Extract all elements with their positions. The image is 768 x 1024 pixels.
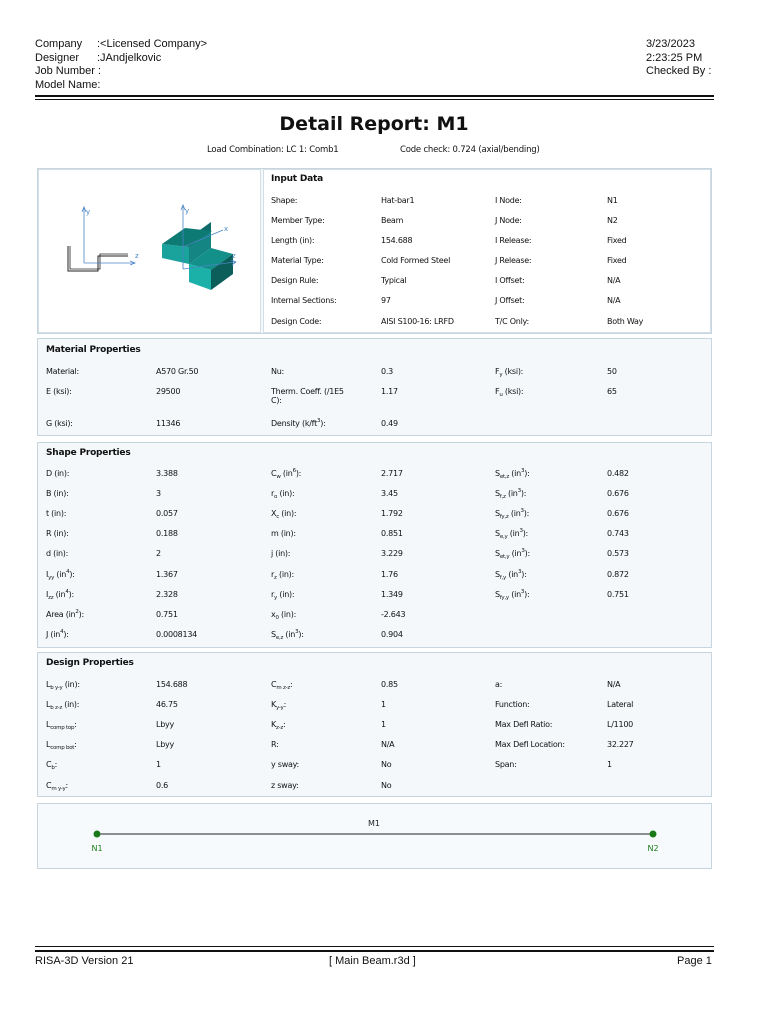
shape-prop-c3-r2-label-subscript: f,z [499,494,506,501]
design-prop-c1-r5-value: 1 [156,760,161,770]
j-offset-value: N/A [607,296,621,305]
design-prop-c1-r2-label-text: L [46,700,51,710]
design-prop-c1-r1-label-mid: (in): [62,680,80,689]
design-prop-c2-r2-value: 1 [381,700,386,710]
fy-label-text: F [495,367,500,376]
design-prop-c2-r2-label-subscript: y-y [276,705,284,712]
shape-prop-c2-r6-label-mid: (in): [276,569,294,579]
design-prop-c2-r4-label [271,740,279,749]
fu-label-text: F [495,387,500,396]
shape-prop-c3-r5-label [495,548,530,561]
shape-prop-c2-r8-label [271,610,296,619]
design-prop-c1-r3-label [46,720,77,732]
node-n1-label: N1 [91,844,103,853]
design-prop-c1-r6-label-subscript: m y-y [51,785,66,792]
shape-prop-c1-r6-label-exponent: 4 [66,568,70,575]
shape-prop-c2-r5-value: 3.229 [381,549,403,559]
density-label-text: Density (k/ft [271,419,317,428]
report-title: Detail Report: M1 [279,113,469,135]
design-prop-c1-r5-label-mid: : [54,760,58,770]
design-prop-c1-r1-value: 154.688 [156,680,188,689]
node-n2-marker [650,831,657,838]
material-label: Material: [46,367,79,376]
shape-prop-c1-r2-label [46,489,69,498]
shape-prop-c2-r9-label-mid: (in [283,629,296,639]
shape-prop-c3-r5-label-subscript: et,y [499,554,510,561]
shape-prop-c2-r8-label-subscript: 0 [275,614,279,621]
load-combination: Load Combination: LC 1: Comb1 [207,145,339,155]
shape-prop-c2-r7-value: 1.349 [381,589,403,599]
shape-prop-c3-r1-label-end: ): [524,469,530,478]
design-prop-c1-r6-value: 0.6 [156,780,168,790]
design-prop-c1-r2-label-mid: (in): [61,700,80,710]
design-prop-c1-r3-label-text: L [46,720,51,730]
report-header [35,38,207,92]
i-offset-label: I Offset: [495,276,525,285]
shape-prop-c2-r1-label-end: ): [295,469,302,478]
design-prop-c3-r2-label-text: Function: [495,700,530,710]
shape-prop-c1-r7-label-end: ): [68,589,74,599]
design-rule-value: Typical [381,276,407,285]
design-prop-c3-r2-label [495,700,529,709]
shape-prop-c3-r2-label-exponent: 3 [517,488,521,495]
design-prop-c3-r4-value: 32.227 [607,740,634,750]
shape-prop-c3-r5-value: 0.573 [607,549,629,559]
design-prop-c1-r5-label-subscript: b [51,765,55,772]
design-prop-c2-r1-label-mid: : [289,680,293,689]
therm-coeff-label-line1: Therm. Coeff. (/1E5 [271,387,344,396]
nu-label: Nu: [271,367,284,376]
shape-prop-c1-r3-value: 0.057 [156,509,178,519]
i-release-label: I Release: [495,236,532,245]
i-node-value: N1 [607,196,618,205]
shape-prop-c1-r9-value: 0.0008134 [156,629,198,639]
fy-label-end: (ksi): [502,367,524,376]
report-date: 3/23/2023 [646,38,695,50]
density-unit-exponent: 3 [316,418,321,424]
design-prop-c2-r3-label [271,720,286,732]
shape-prop-c3-r4-label [495,528,529,541]
design-prop-c1-r2-label [46,700,80,712]
shape-prop-c3-r7-label [495,590,529,599]
fy-label-sub: y [499,372,503,378]
shape-prop-c1-r9-label [46,630,69,639]
density-label [271,419,326,428]
shape-prop-c2-r7-label-mid: (in): [277,589,295,599]
shape-prop-c1-r9-label-end: ): [63,629,69,639]
design-prop-c2-r1-label-text: C [271,680,277,689]
report-header-right [646,38,711,79]
member-type-label: Member Type: [271,216,325,225]
design-prop-c2-r1-value: 0.85 [381,680,398,689]
tc-only-label: T/C Only: [495,317,529,326]
member-shape-figure [38,169,261,333]
design-prop-c1-r4-label-mid: : [74,740,77,750]
shape-prop-c3-r3-label [495,508,530,521]
shape-prop-c1-r2-label-text: B (in): [46,489,69,499]
shape-prop-c3-r6-label-text: S [495,569,500,579]
shape-prop-c3-r3-label-mid: (in [508,509,521,519]
shape-prop-c2-r1-label-mid: (in [280,469,293,478]
shape-prop-c1-r6-label-subscript: yy [48,574,55,581]
axis-z-label-3d: z [232,252,236,260]
design-prop-c1-r5-label [46,760,58,772]
shape-prop-c1-r5-value: 2 [156,549,161,559]
design-prop-c2-r5-label [271,760,299,769]
shape-prop-c1-r6-label-mid: (in [54,569,67,579]
design-prop-c1-r1-label-text: L [46,680,51,689]
design-prop-c3-r3-label-text: Max Defl Ratio: [495,720,553,730]
design-prop-c2-r6-label [271,781,298,790]
input-data-heading: Input Data [271,174,323,184]
shape-prop-c1-r1-label [46,469,69,478]
shape-prop-c2-r2-label-mid: (in): [277,489,295,499]
company-label: Company [35,38,83,50]
design-prop-c2-r1-label-subscript: m z-z [276,685,290,691]
shape-prop-c3-r6-label-end: ): [521,569,527,579]
shape-prop-c3-r6-label-mid: (in [506,569,518,579]
e-value: 29500 [156,387,181,396]
shape-prop-c3-r7-label-mid: (in [508,589,521,599]
shape-prop-c3-r4-label-subscript: e,y [499,534,508,541]
shape-prop-c2-r8-label-text: x [271,609,276,619]
shape-prop-c3-r4-label-end: ): [522,529,529,539]
code-check: Code check: 0.724 (axial/bending) [400,145,540,155]
shape-prop-c3-r4-label-exponent: 3 [519,528,523,535]
design-prop-c3-r2-value: Lateral [607,700,634,710]
member-diagram-section [37,803,712,869]
shape-prop-c2-r9-label [271,630,304,639]
shape-prop-c1-r8-label-text: Area (in [46,609,76,619]
shape-prop-c2-r4-label [271,529,296,538]
shape-prop-c3-r3-label-exponent: 3 [520,508,524,515]
design-prop-c2-r3-label-text: K [271,720,276,730]
design-prop-c3-r5-label-text: Span: [495,760,517,770]
shape-prop-c2-r7-label-text: r [271,589,275,599]
internal-sections-label: Internal Sections: [271,296,337,305]
axis-x-label-3d: x [224,225,229,233]
axis-z-label: z [135,252,139,260]
shape-prop-c3-r7-value: 0.751 [607,589,629,599]
design-prop-c2-r4-value: N/A [381,740,395,750]
shape-value: Hat-bar1 [381,196,415,205]
design-prop-c2-r4-label-text: R: [271,740,279,750]
design-prop-c1-r4-label-text: L [46,740,51,750]
fu-label [495,387,523,396]
shape-prop-c2-r3-value: 1.792 [381,509,403,519]
design-prop-c3-r4-label [495,740,565,749]
shape-prop-c1-r4-label-text: R (in): [46,529,69,539]
checked-by-label: Checked By : [646,65,712,77]
footer-rule-thin [35,946,714,947]
design-prop-c2-r3-label-subscript: z-z [276,725,284,732]
shape-prop-c3-r5-label-text: S [495,549,500,559]
shape-prop-c3-r6-label-subscript: f,y [499,574,507,581]
shape-prop-c2-r4-value: 0.851 [381,529,403,539]
shape-prop-c3-r7-label-exponent: 3 [520,588,525,595]
design-prop-c2-r5-value: No [381,760,392,770]
member-type-value: Beam [381,216,404,225]
design-prop-c1-r4-value: Lbyy [156,740,175,750]
shape-prop-c1-r8-label-end: ): [78,609,84,619]
shape-prop-c1-r6-value: 1.367 [156,569,178,579]
design-prop-c2-r6-label-text: z sway: [271,780,299,790]
design-prop-c1-r3-label-mid: : [74,720,77,730]
shape-prop-c2-r9-label-end: ): [298,629,304,639]
i-release-value: Fixed [607,236,627,245]
shape-prop-c1-r3-label-text: t (in): [46,509,67,519]
fu-label-sub: u [499,392,503,398]
design-prop-c3-r1-label [495,680,502,689]
shape-prop-c3-r7-label-subscript: fy,y [499,594,509,601]
shape-prop-c1-r6-label-text: I [46,569,49,579]
shape-prop-c1-r9-label-exponent: 4 [60,628,64,635]
page-number: Page 1 [677,955,712,967]
file-name: [ Main Beam.r3d ] [329,955,416,967]
job-number-label: Job Number : [35,65,102,77]
shape-prop-c2-r7-label [271,590,294,599]
shape-prop-c2-r8-label-mid: (in): [278,609,297,619]
design-prop-c2-r5-label-text: y sway: [271,760,299,770]
shape-prop-c2-r6-label-text: r [271,569,275,579]
tc-only-value: Both Way [607,317,644,326]
shape-label: Shape: [271,196,298,205]
material-type-label: Material Type: [271,256,324,265]
shape-prop-c3-r4-label-mid: (in [507,529,520,539]
material-type-value: Cold Formed Steel [381,256,451,265]
i-node-label: I Node: [495,196,522,205]
shape-prop-c2-r2-value: 3.45 [381,489,398,499]
design-prop-c3-r5-value: 1 [607,760,612,770]
j-release-label: J Release: [495,256,532,265]
design-prop-c1-r3-label-subscript: comp top [50,725,75,732]
shape-prop-c1-r8-label-exponent: 2 [75,608,79,615]
footer-rule-thick [35,950,714,952]
design-rule-label: Design Rule: [271,276,319,285]
shape-prop-c1-r7-label-subscript: zz [48,594,54,601]
shape-prop-c3-r5-label-end: ): [524,549,530,559]
shape-prop-c1-r8-value: 0.751 [156,609,178,619]
shape-prop-c1-r2-value: 3 [156,489,161,499]
fy-label [495,367,523,376]
shape-prop-c2-r1-label-text: C [271,469,277,478]
shape-prop-c2-r9-label-text: S [271,629,276,639]
design-code-value: AISI S100-16: LRFD [381,317,454,326]
design-prop-c1-r5-label-text: C [46,760,52,770]
shape-prop-c3-r7-label-end: ): [524,589,530,599]
design-prop-c2-r2-label-text: K [271,700,276,710]
shape-prop-c2-r2-label-text: r [271,489,275,499]
input-data-table [263,169,711,333]
shape-prop-c3-r7-label-text: S [495,589,500,599]
shape-prop-c3-r1-label-text: S [495,469,500,478]
internal-sections-value: 97 [381,296,391,305]
j-node-label: J Node: [495,216,522,225]
design-properties-heading: Design Properties [46,658,134,668]
density-label-end: ): [320,419,326,428]
shape-prop-c1-r7-label [46,590,74,599]
shape-prop-c1-r7-label-mid: (in [53,589,66,599]
design-prop-c2-r3-label-mid: : [283,720,286,730]
member-label: M1 [368,819,380,828]
shape-prop-c3-r6-value: 0.872 [607,569,629,579]
node-n1-marker [94,831,101,838]
header-rule-thick [35,95,714,97]
shape-prop-c1-r4-value: 0.188 [156,529,178,539]
shape-prop-c2-r6-label [271,570,294,579]
j-offset-label: J Offset: [495,296,525,305]
shape-prop-c3-r1-label [495,469,530,478]
design-prop-c3-r5-label [495,760,517,769]
shape-prop-c3-r2-label-mid: (in [505,489,518,499]
designer-label: Designer [35,51,80,64]
shape-prop-c2-r1-label-subscript: w [276,474,281,480]
design-prop-c2-r6-value: No [381,780,392,790]
shape-prop-c2-r3-label-mid: (in): [279,509,297,519]
shape-prop-c1-r5-label-text: d (in): [46,549,69,559]
shape-prop-c2-r2-label-subscript: o [274,494,278,501]
shape-prop-c2-r3-label-subscript: c [276,514,280,521]
design-prop-c3-r1-value: N/A [607,680,621,689]
shape-prop-c2-r6-value: 1.76 [381,569,398,579]
axis-y-label: y [86,208,91,216]
length-value: 154.688 [381,236,413,245]
length-label: Length (in): [271,236,315,245]
shape-prop-c2-r7-label-subscript: y [274,594,278,601]
design-prop-c2-r2-label-mid: : [283,700,287,710]
shape-prop-c1-r7-value: 2.328 [156,589,178,599]
design-prop-c3-r3-label [495,720,552,729]
shape-prop-c1-r4-label [46,529,69,538]
shape-prop-c1-r8-label [46,610,84,619]
shape-prop-c2-r3-label-text: X [271,509,277,519]
design-prop-c1-r2-value: 46.75 [156,700,178,710]
design-prop-c1-r4-label [46,740,77,752]
shape-prop-c2-r9-label-exponent: 3 [295,628,299,635]
fy-value: 50 [607,367,617,376]
software-version: RISA-3D Version 21 [35,955,134,967]
material-value: A570 Gr.50 [156,367,199,376]
shape-prop-c1-r5-label [46,549,68,558]
nu-value: 0.3 [381,367,393,376]
material-properties-heading: Material Properties [46,345,141,355]
j-release-value: Fixed [607,256,627,265]
shape-prop-c3-r6-label-exponent: 3 [518,568,522,575]
company-value: :<Licensed Company> [97,38,208,50]
shape-prop-c2-r2-label [271,489,295,501]
therm-coeff-label-line2: C): [271,396,282,405]
shape-prop-c1-r7-label-text: I [46,589,49,599]
design-prop-c2-r2-label [271,700,287,712]
shape-prop-c2-r8-value: -2.643 [381,609,406,619]
design-prop-c2-r3-value: 1 [381,720,386,730]
g-label: G (ksi): [46,419,73,428]
j-node-value: N2 [607,216,618,225]
shape-prop-c3-r5-label-mid: (in [509,549,522,559]
shape-prop-c3-r3-label-subscript: fy,z [499,514,509,521]
shape-prop-c3-r1-label-subscript: et,z [499,474,510,480]
shape-prop-c3-r3-label-end: ): [523,509,530,519]
shape-prop-c2-r4-label-text: m (in): [271,529,296,539]
design-prop-c3-r1-label-text: a: [495,680,503,689]
shape-prop-c3-r5-label-exponent: 3 [521,548,525,555]
model-name-label: Model Name: [35,78,101,91]
shape-prop-c2-r9-label-subscript: e,z [275,634,284,641]
designer-value: :JAndjelkovic [97,51,162,64]
shape-prop-c3-r2-label-text: S [495,489,500,499]
shape-prop-c2-r1-label-exponent: 6 [292,468,296,474]
shape-prop-c3-r4-label-text: S [495,529,500,539]
shape-prop-c1-r9-label-text: J (in [46,629,61,639]
shape-prop-c1-r7-label-exponent: 4 [65,588,69,595]
shape-prop-c2-r5-label-text: j (in): [271,549,291,559]
shape-prop-c1-r1-label-text: D (in): [46,469,70,478]
shape-prop-c2-r1-value: 2.717 [381,469,403,478]
fu-value: 65 [607,387,617,396]
axis-y-label-3d: y [185,207,190,215]
design-code-label: Design Code: [271,317,322,326]
shape-prop-c1-r3-label [46,509,66,518]
shape-prop-c3-r2-label-end: ): [520,489,527,499]
hat-section-icon [39,170,260,332]
design-prop-c1-r6-label-text: C [46,780,52,790]
design-prop-c1-r1-label-subscript: b y-y [50,685,63,691]
node-n2-label: N2 [647,844,659,853]
shape-prop-c3-r1-label-exponent: 3 [520,468,525,474]
shape-prop-c1-r1-value: 3.388 [156,469,178,478]
design-prop-c1-r1-label [46,680,80,689]
member-diagram [38,804,711,868]
shape-prop-c2-r1-label [271,469,301,478]
shape-prop-c3-r6-label [495,570,527,579]
shape-properties-heading: Shape Properties [46,448,131,458]
density-value: 0.49 [381,419,398,428]
shape-prop-c2-r5-label [271,549,290,558]
shape-prop-c3-r1-value: 0.482 [607,469,629,478]
shape-prop-c1-r6-label [46,570,75,579]
shape-prop-c3-r2-label [495,488,527,501]
design-prop-c1-r3-value: Lbyy [156,720,175,730]
design-prop-c3-r4-label-text: Max Defl Location: [495,740,565,750]
therm-coeff-value: 1.17 [381,387,398,396]
e-label: E (ksi): [46,387,72,396]
g-value: 11346 [156,419,181,428]
design-prop-c1-r6-label [46,781,68,790]
fu-label-end: (ksi): [502,387,524,396]
shape-prop-c2-r9-value: 0.904 [381,629,403,639]
shape-prop-c3-r1-label-mid: (in [509,469,521,478]
shape-prop-c3-r3-value: 0.676 [607,509,629,519]
therm-coeff-label [271,387,344,405]
report-time: 2:23:25 PM [646,51,703,64]
shape-prop-c3-r3-label-text: S [495,509,500,519]
design-prop-c1-r6-label-mid: : [65,780,68,790]
header-rule-thin [35,99,714,100]
design-prop-c3-r3-value: L/1100 [607,720,634,730]
shape-prop-c2-r6-label-subscript: z [274,574,277,581]
design-prop-c1-r2-label-subscript: b z-z [50,705,62,712]
design-prop-c1-r4-label-subscript: comp bot [50,745,75,752]
shape-prop-c3-r4-value: 0.743 [607,529,629,539]
shape-prop-c2-r3-label [271,509,297,521]
shape-prop-c1-r6-label-end: ): [69,569,75,579]
design-prop-c2-r1-label [271,680,292,689]
shape-prop-c3-r2-value: 0.676 [607,489,629,499]
i-offset-value: N/A [607,276,621,285]
